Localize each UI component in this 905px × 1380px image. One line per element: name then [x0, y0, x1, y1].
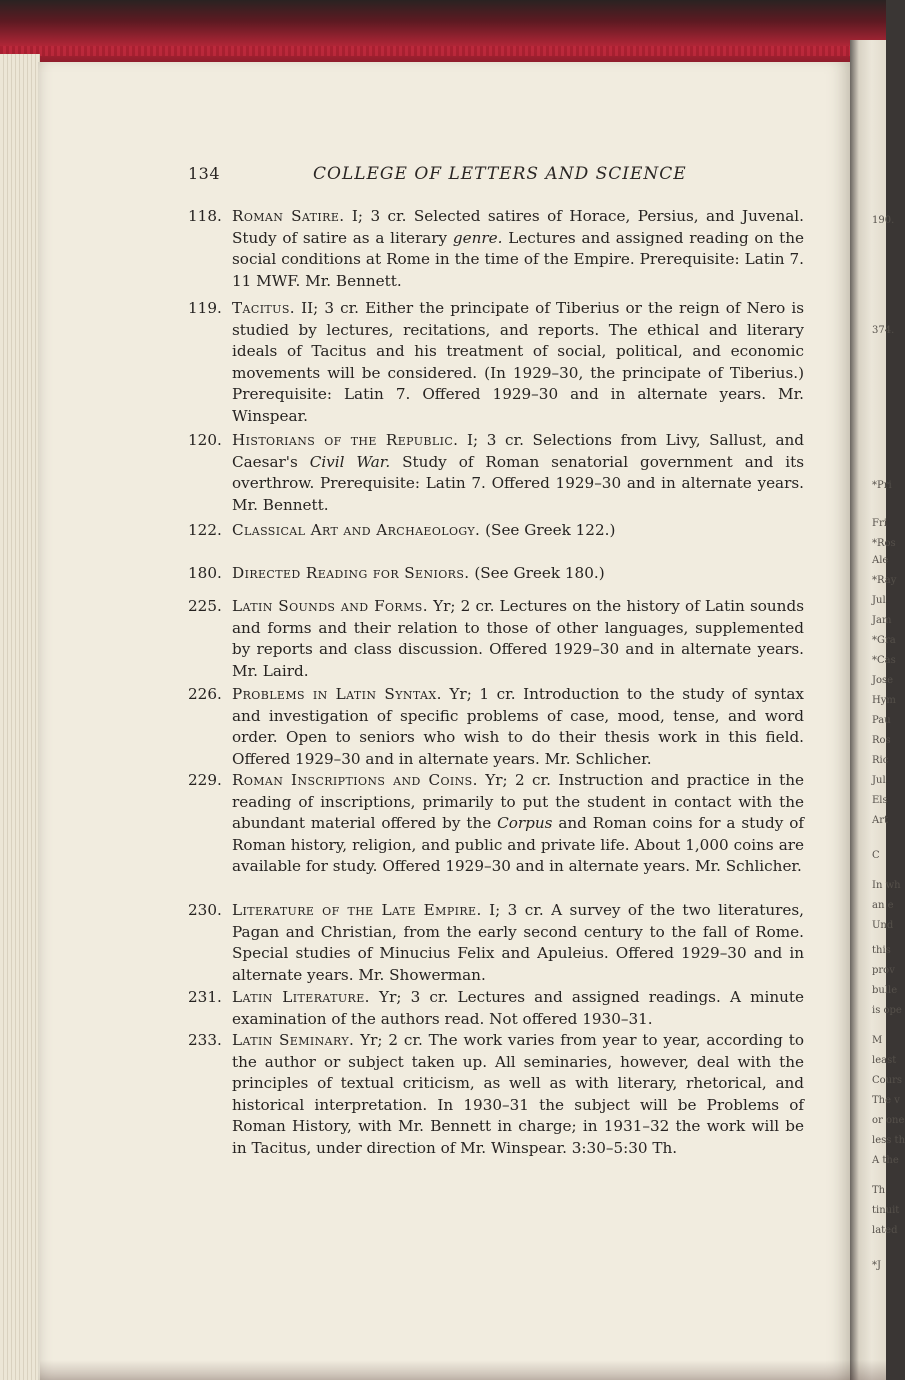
course-italic-text: Civil War. — [309, 452, 391, 471]
facing-page-fragment: Els — [872, 795, 888, 806]
course-description — [232, 430, 804, 516]
course-italic-text: Corpus — [497, 814, 553, 833]
facing-page-fragment: Ros — [872, 735, 891, 746]
course-description — [232, 900, 804, 986]
facing-page-fragment: this — [872, 945, 891, 956]
facing-page-fragment: *Cas — [872, 655, 896, 666]
course-description — [232, 684, 804, 770]
facing-page-fragment: 190. — [872, 215, 895, 226]
page-number: 134 — [188, 164, 221, 183]
facing-page-fragment: *J — [872, 1260, 882, 1271]
facing-page-fragment: Hym — [872, 695, 896, 706]
facing-page-fragment: Pau — [872, 715, 891, 726]
course-text: I; 3 cr. Selected satires of Horace, Persius, and Juvenal. Study of satire as a literary — [232, 207, 804, 247]
facing-page-fragment: Ale — [872, 555, 889, 566]
course-title: Problems in Latin Syntax. — [232, 685, 442, 703]
course-text: (See Greek 180.) — [469, 564, 605, 582]
facing-page-fragment: Th — [872, 1185, 886, 1196]
facing-page-fragment: In wh — [872, 880, 901, 891]
course-text: Study of Roman senatorial government and its overthrow. Prerequisite: Latin 7. Offered 1929–30 and in alternate years. Mr. Bennett. — [232, 452, 804, 514]
facing-page-fragment: Art — [872, 815, 889, 826]
course-title: Latin Sounds and Forms. — [232, 597, 428, 615]
course-title: Latin Seminary. — [232, 1031, 355, 1049]
course-description — [232, 298, 804, 428]
course-description — [232, 563, 804, 585]
course-number: 229. — [188, 771, 222, 789]
course-entry — [188, 684, 804, 770]
facing-page-fragment: is ope — [872, 1005, 902, 1016]
course-description — [232, 596, 804, 682]
facing-page-fragment: M — [872, 1035, 883, 1046]
course-title: Classical Art and Archaeology. — [232, 521, 481, 539]
facing-page-fragment: 374. — [872, 325, 895, 336]
course-description — [232, 770, 804, 878]
course-title: Roman Inscriptions and Coins. — [232, 771, 478, 789]
course-text: I; 3 cr. Selections from Livy, Sallust, and Caesar's — [232, 431, 804, 471]
course-text: Lectures and assigned reading on the social conditions at Rome in the time of the Empire. Prerequisite: Latin 7. 11 MWF. Mr. Bennett. — [232, 228, 804, 290]
course-description — [232, 1030, 804, 1160]
facing-page-fragment: or one — [872, 1115, 905, 1126]
facing-page-fragment: tinuit — [872, 1205, 900, 1216]
facing-page-fragment: less th — [872, 1135, 905, 1146]
page-stack-left — [0, 54, 40, 1380]
course-entry — [188, 520, 804, 542]
facing-page-fragment: an e — [872, 900, 894, 911]
facing-page-fragment: *Ray — [872, 575, 897, 586]
course-text: (See Greek 122.) — [480, 521, 616, 539]
course-text: Yr; 3 cr. Lectures and assigned readings. A minute examination of the authors read. Not offered 1930–31. — [232, 988, 804, 1028]
course-entry — [188, 563, 804, 585]
course-number: 231. — [188, 988, 222, 1006]
course-entry — [188, 206, 804, 292]
facing-page-fragment: Ric — [872, 755, 889, 766]
facing-page-fragment: *Pri — [872, 480, 892, 491]
facing-page-fragment: Fri — [872, 518, 887, 529]
course-number: 118. — [188, 207, 222, 225]
course-text: I; 3 cr. A survey of the two literatures, Pagan and Christian, from the early second century to the fall of Rome. Special studies of Minucius Felix and Apuleius. Offered 1929–30 and in alternate years. Mr. Showerman. — [232, 901, 804, 984]
binding-cloth-stripe — [0, 46, 886, 56]
course-number: 122. — [188, 521, 222, 539]
course-entry — [188, 1030, 804, 1160]
course-title: Roman Satire. — [232, 207, 345, 225]
course-title: Latin Literature. — [232, 988, 370, 1006]
page-bottom-shadow — [40, 1360, 886, 1380]
course-text: and Roman coins for a study of Roman history, religion, and public and private life. About 1,000 coins are available for study. Offered 1929–30 and in alternate years. Mr. Schlicher. — [232, 814, 804, 876]
course-description — [232, 520, 804, 542]
facing-page-fragment: prov — [872, 965, 895, 976]
facing-page-fragment: Jul — [872, 775, 886, 786]
course-text: Yr; 2 cr. The work varies from year to year, according to the author or subject taken up. All seminaries, however, deal with the principles of textual criticism, as well as with literary, rhetorical, and historical interpretation. In 1930–31 the subject will be Problems of Roman History, with Mr. Bennett in charge; in 1931–32 the work will be in Tacitus, under direction of Mr. Winspear. 3:30–5:30 Th. — [232, 1031, 804, 1157]
facing-page-fragment: bulle — [872, 985, 898, 996]
course-text: Yr; 2 cr. Instruction and practice in the reading of inscriptions, primarily to put the student in contact with the abundant material offered by the — [232, 771, 804, 833]
course-number: 225. — [188, 597, 222, 615]
course-entry — [188, 770, 804, 878]
running-title: COLLEGE OF LETTERS AND SCIENCE — [313, 164, 687, 184]
course-number: 226. — [188, 685, 222, 703]
facing-page-fragment: Cours — [872, 1075, 903, 1086]
facing-page-fragment: Jose — [872, 675, 894, 686]
course-title: Literature of the Late Empire. — [232, 901, 482, 919]
course-entry — [188, 900, 804, 986]
course-text: II; 3 cr. Either the principate of Tiberius or the reign of Nero is studied by lectures, recitations, and reports. The ethical and literary ideals of Tacitus and his treatment of social, political, and economic movements will be considered. (In 1929–30, the principate of Tiberius.) Prerequisite: Latin 7. Offered 1929–30 and in alternate years. Mr. Winspear. — [232, 299, 804, 425]
facing-page-edge — [850, 40, 905, 1380]
course-number: 230. — [188, 901, 222, 919]
course-text: Yr; 1 cr. Introduction to the study of syntax and investigation of specific problems of case, mood, tense, and word order. Open to seniors who wish to do their thesis work in this field. Offered 1929–30 and in alternate years. Mr. Schlicher. — [232, 685, 804, 768]
facing-page-fragment: The v — [872, 1095, 900, 1106]
facing-page-fragment: lated — [872, 1225, 898, 1236]
course-entry — [188, 987, 804, 1030]
facing-page-fragment: *Ros — [872, 538, 896, 549]
facing-page-fragment: Und — [872, 920, 894, 931]
facing-page-fragment: *Gra — [872, 635, 896, 646]
course-entry — [188, 298, 804, 428]
course-entry — [188, 596, 804, 682]
facing-page-fragment: Jam — [872, 615, 892, 626]
course-description — [232, 206, 804, 292]
course-description — [232, 987, 804, 1030]
course-title: Tacitus. — [232, 299, 296, 317]
course-title: Directed Reading for Seniors. — [232, 564, 470, 582]
course-title: Historians of the Republic. — [232, 431, 459, 449]
facing-page-fragment: A the — [872, 1155, 899, 1166]
course-italic-text: genre. — [452, 228, 503, 247]
facing-page-fragment: least — [872, 1055, 897, 1066]
course-entry — [188, 430, 804, 516]
facing-page-fragment: C — [872, 850, 880, 861]
course-number: 120. — [188, 431, 222, 449]
course-number: 233. — [188, 1031, 222, 1049]
facing-page-fragment: Jul — [872, 595, 886, 606]
course-text: Yr; 2 cr. Lectures on the history of Latin sounds and forms and their relation to those of other languages, supplemented by reports and class discussion. Offered 1929–30 and in alternate years. Mr. Laird. — [232, 597, 804, 680]
course-number: 180. — [188, 564, 222, 582]
course-number: 119. — [188, 299, 222, 317]
